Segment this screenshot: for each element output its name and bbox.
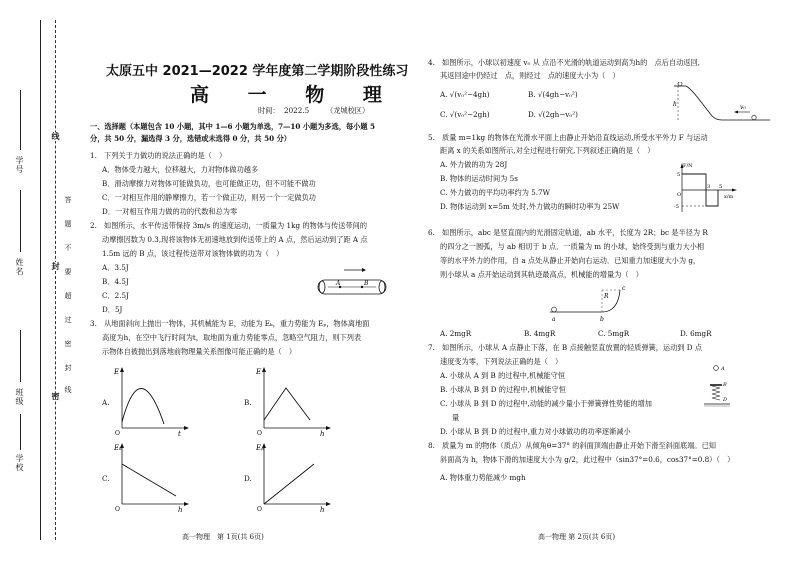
gutter-warning-char: 线: [64, 386, 72, 394]
exam-time-value: 2022.5: [284, 106, 310, 115]
q1-option-a: A．物体受力越大，位移越大，力对物体做功越多: [102, 165, 259, 174]
gutter-cut-word-seal: 封: [51, 262, 61, 271]
gutter-warning-char: 密: [64, 340, 72, 348]
q3-graph-b-letter: B.: [244, 398, 252, 407]
figure-label-d: D: [723, 397, 728, 403]
exam-subject: 高 一 物 理: [190, 84, 398, 106]
gutter-line-outer: [40, 20, 41, 540]
q6-option-d: D. 6mgR: [680, 329, 712, 338]
graph-b-x-label: h: [320, 430, 325, 436]
q3-graph-c-letter: C.: [102, 474, 110, 483]
q2-stem-cont: 动摩擦因数为 0.3,现将该物体无初速地放到传送带上的 A 点，然后运动到了距 A 点: [102, 235, 368, 244]
q7-stem-cont: 速度变为零，下列说法正确的是（ ）: [440, 357, 563, 366]
q7-option-c: C. 小球从 B 到 D 的过程中,动能的减少量小于弹簧弹性势能的增加: [440, 399, 652, 408]
gutter-warning-char: 过: [64, 316, 72, 324]
exam-time-label: 时间：: [258, 106, 280, 115]
q4-option-d: D. √(2gh−v₀²): [528, 110, 578, 119]
gutter-cut-word-secret: 密: [51, 392, 61, 401]
gutter-label-student-id: 学号: [15, 156, 24, 174]
conveyor-belt-figure: [312, 266, 394, 302]
q5-option-b: B. 物体的运动时间为 5s: [440, 174, 518, 183]
q7-option-a: A. 小球从 A 到 B 的过程中,机械能守恒: [440, 371, 566, 380]
q3-graph-d: [254, 440, 334, 512]
q5-option-d: D. 物体运动到 x=5m 处时,外力做功的瞬时功率为 25W: [440, 202, 620, 211]
graph-a-y-label: E: [114, 368, 120, 376]
q1-option-c: C．一对相互作用的静摩擦力，若一个做正功，则另一个一定做负功: [102, 193, 316, 202]
gutter-field-line: [20, 90, 21, 150]
figure-label-a: A: [336, 280, 341, 287]
graph-a-x-label: t: [178, 430, 181, 436]
q6-stem: 6. 如图所示，abc 是竖直面内的光滑固定轨道，ab 水平，长度为 2R；bc 是半径为 R: [428, 228, 708, 237]
graph-x-axis-label: x/m: [724, 194, 734, 200]
track-ramp-figure: [672, 82, 772, 126]
exam-title: 太原五中 2021—2022 学年度第二学期阶段性练习: [106, 64, 409, 79]
gutter-field-line: [20, 330, 21, 382]
q5-stem-cont: 距离 x 的关系如图所示,对全过程进行研究,下列叙述正确的是（ ）: [440, 146, 655, 155]
force-distance-graph: [672, 160, 742, 216]
q1-option-d: D．一对相互作用力做的功的代数和总为零: [102, 207, 238, 216]
figure-label-b: B: [364, 280, 369, 287]
gutter-warning-char: 要: [64, 268, 72, 276]
graph-y-axis-label: F/N: [683, 163, 693, 169]
gutter-cut-line: [55, 20, 56, 540]
q6-stem-cont: 的四分之一圆弧，与 ab 相切于 b 点．一质量为 m 的小球，始终受到与重力大小相: [440, 242, 705, 251]
q7-stem: 7. 如图所示，小球从 A 点静止下落，在 B 点接触竖直放置的轻质弹簧，运动到 D 点: [428, 343, 702, 352]
page-2-footer: 高一物理 第 2页(共 6页): [538, 533, 616, 541]
q3-graph-a-letter: A.: [102, 398, 110, 407]
gutter-field-line: [20, 414, 21, 450]
figure-label-b: B: [723, 382, 727, 388]
q6-option-c: C. 5mgR: [598, 329, 630, 338]
q4-option-c: C. √(v₀²−2gh): [440, 110, 490, 119]
q2-stem: 2. 如图所示，水平传送带保持 3m/s 的速度运动，一质量为 1kg 的物体与传送带间的: [90, 221, 368, 230]
q8-option-a: A. 物体重力势能减少 mgh: [440, 473, 526, 482]
q3-graph-c: [112, 440, 192, 512]
gutter-warning-char: 答: [64, 196, 72, 204]
q2-option-c: C．2.5J: [102, 291, 129, 300]
q1-stem: 1. 下列关于力做功的说法正确的是（ ）: [90, 151, 227, 160]
section-heading: 一、选择题（本题包含 10 小题，其中 1—6 小题为单选，7—10 小题为多选，每小题 5: [90, 122, 376, 131]
q2-option-d: D．5J: [102, 305, 123, 314]
gutter-warning-char: 封: [64, 364, 72, 372]
page-1-footer: 高一物理 第 1页(共 6页): [182, 533, 264, 541]
q4-stem: 4. 如图所示，小球以初速度 v₀ 从 点沿不光滑的轨道运动到高为h的 点后自动返回,: [428, 58, 700, 67]
q4-option-b: B. √(4gh−v₀²): [528, 90, 578, 99]
q3-graph-a: [112, 364, 192, 436]
q2-option-a: A．3.5J: [102, 263, 129, 272]
figure-label-a: A: [721, 366, 725, 372]
q3-stem-cont: 高度为h，在空中飞行时间为t，取地面为重力势能零点，忽略空气阻力，则下列表: [102, 333, 362, 342]
gutter-warning-char: 超: [64, 292, 72, 300]
figure-label-r: R: [604, 293, 609, 300]
q6-stem-cont: 等的水平外力的作用，自 a 点处从静止开始向右运动．已知重力加速度大小为 g，: [440, 256, 701, 265]
q1-option-b: B．滑动摩擦力对物体可能做负功，也可能做正功，但不可能不做功: [102, 179, 316, 188]
figure-label-h: h: [673, 101, 677, 108]
gutter-field-line: [20, 190, 21, 252]
graph-x-tick: 3: [707, 184, 711, 190]
q6-option-b: B. 4mgR: [524, 329, 556, 338]
q2-stem-cont: 1.5m 远的 B 点，该过程传送带对该物体做的功为（ ）: [102, 249, 284, 258]
gutter-warning-char: 不: [64, 244, 72, 252]
section-heading-cont: 分，共 50 分，漏选得 3 分，选错或未选得 0 分，共 50 分）: [90, 134, 291, 143]
q2-option-b: B．4.5J: [102, 277, 129, 286]
gutter-cut-word-line: 线: [51, 132, 61, 141]
graph-d-y-label: Eₚ: [256, 444, 264, 452]
q4-option-a: A. √(v₀²−4gh): [440, 90, 490, 99]
graph-y-tick: -5: [674, 204, 679, 210]
graph-d-x-label: h: [320, 506, 325, 512]
figure-label-v0: v₀: [740, 104, 746, 111]
q3-stem: 3. 从地面斜向上抛出一物体，其机械能为 E，动能为 Eₖ，重力势能为 Eₚ，物体离地面: [90, 319, 370, 328]
graph-c-x-label: h: [178, 506, 183, 512]
q6-stem-cont: 则小球从 a 点开始运动到其轨迹最高点，机械能的增量为（ ）: [440, 270, 643, 279]
graph-x-tick: 5: [719, 184, 723, 190]
curved-track-figure: [540, 282, 640, 324]
q3-graph-b: [254, 364, 334, 436]
q4-stem-cont: 其返回途中仍经过 点，则经过 点的速度大小为（ ）: [440, 71, 620, 80]
graph-origin: O: [257, 506, 262, 512]
graph-y-tick: 5: [677, 172, 681, 178]
graph-origin: O: [115, 506, 120, 512]
q5-option-a: A. 外力做的功为 28J: [440, 160, 508, 169]
graph-origin: O: [257, 430, 262, 436]
spring-figure: [700, 364, 734, 408]
gutter-label-class: 班级: [15, 388, 24, 406]
q8-stem-cont: 斜面高为 h，物体下滑的加速度大小为 g/2，此过程中（sin37°=0.6，cos37°=0.8）（ ）: [440, 455, 735, 464]
figure-label-a: a: [552, 316, 556, 323]
gutter-warning-char: 题: [64, 220, 72, 228]
exam-campus: （龙城校区）: [326, 106, 370, 115]
q5-option-c: C. 外力做功的平均功率约为 5.7W: [440, 188, 550, 197]
graph-origin: O: [115, 430, 120, 436]
q6-option-a: A. 2mgR: [440, 329, 472, 338]
figure-label-c: c: [622, 285, 626, 292]
q5-stem: 5. 质量 m=1kg 的物体在光滑水平面上由静止开始沿直线运动,所受水平外力 F 与运动: [428, 133, 708, 142]
graph-origin: O: [677, 192, 682, 198]
graph-b-y-label: E: [256, 368, 262, 376]
q7-option-c-cont: 量: [452, 413, 460, 422]
q7-option-b: B. 小球从 B 到 D 的过程中,机械能守恒: [440, 385, 566, 394]
q3-stem-cont: 示物体自被抛出到落地前物理量关系图像可能正确的是（ ）: [102, 347, 297, 356]
figure-label-b: b: [600, 316, 604, 323]
gutter-label-name: 姓名: [15, 258, 24, 276]
q8-stem: 8. 质量为 m 的物体（质点）从倾角θ=37° 的斜面顶端由静止开始下滑至斜面底端。已知: [428, 441, 716, 450]
graph-c-y-label: Eₖ: [114, 444, 122, 452]
gutter-label-school: 学校: [15, 454, 24, 472]
q7-option-d: D. 小球从 B 到 D 的过程中,重力对小球做功的功率逐渐减小: [440, 427, 631, 436]
q3-graph-d-letter: D.: [244, 474, 252, 483]
